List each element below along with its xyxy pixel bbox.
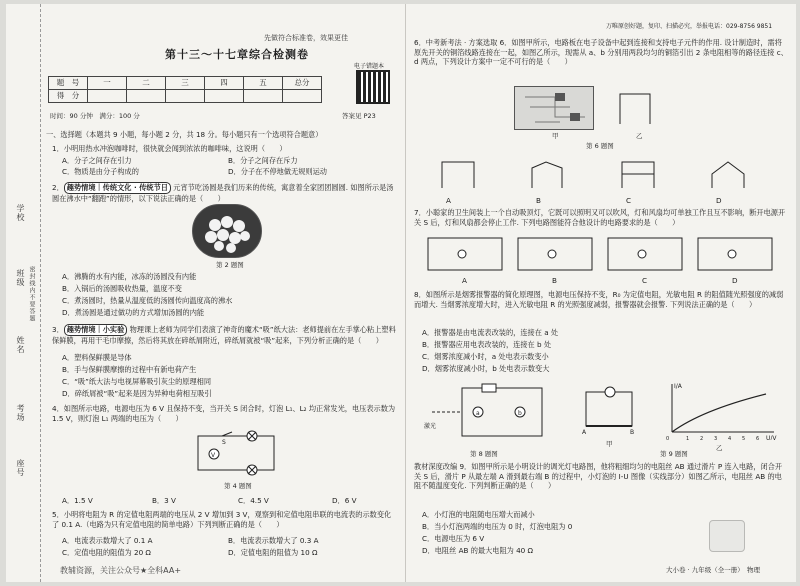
graph-u-label: U/V (766, 435, 777, 440)
q2-option-d[interactable]: D．煮汤圆是通过做功的方式增加汤圆的内能 (62, 308, 205, 317)
q6-option-a[interactable]: A (446, 196, 451, 205)
q7-stem: 7．小聪家的卫生间装上一个自动吸顶灯，它既可以照明又可以吹风，灯和风扇均可单独工作且互不影响，断开电源开关 S 后，灯和风扇都会停止工作. 下列电路图能符合他设计的电路要求的是（ ） (414, 208, 786, 227)
q5-stem: 5．小明将电阻为 R 的定值电阻两端的电压从 2 V 增加到 3 V，观察到和定值电阻串联的电流表的示数变化了 0.1 A.（电路为只有定值电阻的简单电路）下列判断正确的是（ ） (52, 510, 392, 529)
score-head-5: 五 (244, 77, 283, 90)
q9-iu-graph (662, 380, 782, 440)
score-head-6: 总分 (283, 77, 322, 90)
q2-option-c[interactable]: C．煮汤圆时，热量从温度低的汤圆传向温度高的沸水 (62, 296, 233, 305)
q6-trace-diagram (610, 86, 660, 128)
circuit-board-photo (514, 86, 594, 130)
score-cell[interactable] (244, 90, 283, 103)
score-head-0: 题 号 (49, 77, 88, 90)
q3-option-d[interactable]: D．碎纸屑被“吸”起来是因为异种电荷相互吸引 (62, 389, 212, 398)
chat-bubble-icon[interactable] (709, 520, 745, 552)
graph-tick-3: 3 (714, 436, 718, 440)
circuit-board-icon (515, 87, 593, 129)
q6-option-b[interactable]: B (536, 196, 541, 205)
publisher-line: 万唯原创好题，复印、扫描必究，举报电话：029-8756 9851 (606, 23, 773, 30)
q5-option-d[interactable]: D．定值电阻的阻值为 10 Ω (228, 548, 318, 557)
score-head-2: 二 (127, 77, 166, 90)
svg-text:B: B (630, 429, 635, 434)
q3-tag: 趣势情境｜小实验 (64, 324, 128, 336)
margin-seal-note: 密封线内不要答题 (28, 266, 35, 322)
q2-block: 2． 趣势情境｜传统文化 · 传统节日 元宵节吃汤圆是我们历来的传统，寓意着全家团团圆圆. 如图所示是汤圆在沸水中“翻跑”的情形，以下说法正确的是（ ） (52, 183, 394, 203)
graph-tick-4: 4 (728, 436, 732, 440)
qr-code-icon[interactable] (356, 70, 390, 104)
q7-option-c[interactable]: C (642, 276, 648, 285)
svg-text:b: b (518, 410, 522, 417)
svg-text:S: S (222, 439, 226, 446)
q7-option-d[interactable]: D (732, 276, 738, 285)
margin-label-school: 学校 (16, 204, 25, 222)
q2-tag: 趣势情境｜传统文化 · 传统节日 (64, 182, 171, 194)
q9-sub-jia: 甲 (606, 440, 613, 448)
q9-fig-caption: 第 9 题图 (660, 450, 688, 458)
q1-stem: 1．小明用热水冲泡咖啡时，很快就会闻到浓浓的咖啡味，这说明（ ） (52, 144, 287, 153)
q2-option-a[interactable]: A．沸腾的水有内能，冰冻的汤圆没有内能 (62, 272, 197, 281)
q8-smoke-alarm-diagram (422, 382, 552, 444)
q7-option-b[interactable]: B (552, 276, 557, 285)
q7-circuit-options (422, 234, 778, 276)
score-cell[interactable] (166, 90, 205, 103)
q8-option-b[interactable]: B．报警器应用电表改装的，连接在 b 处 (422, 340, 552, 349)
q2-fig-caption: 第 2 题图 (216, 261, 244, 269)
q1-option-a[interactable]: A．分子之间存在引力 (62, 156, 132, 165)
q8-option-d[interactable]: D．烟雾浓度减小时，b 处电表示数变大 (422, 364, 550, 373)
q9-option-b[interactable]: B．当小灯泡两端的电压为 0 时，灯泡电阻为 0 (422, 522, 573, 531)
score-cell[interactable] (127, 90, 166, 103)
q4-option-c[interactable]: C．4.5 V (238, 496, 269, 505)
q8-option-c[interactable]: C．烟雾浓度减小时，a 处电表示数变小 (422, 352, 549, 361)
margin-label-class: 班级 (16, 269, 25, 287)
score-cell[interactable] (205, 90, 244, 103)
q1-option-b[interactable]: B．分子之间存在斥力 (228, 156, 298, 165)
q6-stem: 6．如图甲所示，电路板在电子设备中起到连接和支持电子元件的作用. 设计制造时，需将原先开关的铜箔线路连接在一起，如图乙所示，现需从 a、b 分别用两段均匀的铜箔引出 2 条电阻相等的路径连接 c、d 两点，下列设计方案中一定不可行的是（ ） (414, 38, 788, 67)
q4-option-a[interactable]: A．1.5 V (62, 496, 93, 505)
q9-option-c[interactable]: C．电源电压为 6 V (422, 534, 485, 543)
q9-stem: 9．如图甲所示是小明设计的调光灯电路图，他将粗细均匀的电阻丝 AB 通过滑片 P 连入电路，闭合开关 S 后，滑片 P 从最左端 A 滑到最右端 B 的过程中，小灯泡的 I-U 图像（实线部分）如图乙所示，电阻丝 AB 的电阻不随温度变化. 下列判断正确的是（ ） (414, 462, 783, 491)
q6-option-c[interactable]: C (626, 196, 632, 205)
score-table (48, 76, 322, 103)
score-cell[interactable] (88, 90, 127, 103)
svg-text:V: V (211, 452, 216, 459)
q6-label-yi: 乙 (636, 132, 643, 140)
graph-tick-1: 1 (686, 436, 690, 440)
q5-option-b[interactable]: B．电流表示数增大了 0.3 A (228, 536, 319, 545)
margin-label-room: 考场 (16, 404, 25, 422)
q3-option-b[interactable]: B．手与保鲜膜摩擦的过程中有新电荷产生 (62, 365, 197, 374)
graph-tick-5: 5 (742, 436, 746, 440)
laser-label: 激光 (424, 423, 437, 430)
q3-option-a[interactable]: A．塑料保鲜膜是导体 (62, 353, 132, 362)
q5-option-a[interactable]: A．电流表示数增大了 0.1 A (62, 536, 153, 545)
q9-block (414, 462, 788, 491)
score-head-1: 一 (88, 77, 127, 90)
footer-left: 教辅资源，关注公众号★全科AA+ (60, 566, 182, 575)
svg-text:A: A (582, 429, 587, 434)
q4-circuit-diagram (192, 430, 282, 478)
page-title: 第十三～十七章综合检测卷 (165, 48, 309, 61)
graph-tick-2: 2 (700, 436, 704, 440)
q7-option-a[interactable]: A (462, 276, 467, 285)
score-head-3: 三 (166, 77, 205, 90)
score-cell[interactable] (283, 90, 322, 103)
q6-option-d[interactable]: D (716, 196, 722, 205)
q9-circuit-jia (580, 384, 640, 434)
q9-option-a[interactable]: A．小灯泡的电阻随电压增大而减小 (422, 510, 535, 519)
margin-label-seat: 座号 (16, 459, 25, 477)
page-seam (405, 4, 406, 582)
seal-margin (6, 4, 41, 582)
q3-block: 3． 趣势情境｜小实验 物理课上老师为同学们表演了神奇的魔术“吸”纸大法：老师提前在左手掌心粘上塑料保鲜膜，再用干毛巾摩擦，然后将其放在碎纸屑附近，碎纸屑就被“吸”起来，下列分析正确的是（ ） (52, 325, 396, 345)
q1-option-d[interactable]: D．分子在不停地做无规则运动 (228, 167, 327, 176)
score-row-label: 得 分 (49, 90, 88, 103)
q8-fig-caption: 第 8 题图 (470, 450, 498, 458)
tangyuan-photo (192, 204, 262, 258)
slogan: 先做符合标准卷，效果更佳 (264, 34, 348, 42)
tangyuan-dumplings-icon (193, 205, 261, 257)
q6-tag: 中考新考法 · 方案选取 (425, 38, 498, 47)
q9-tag: 教材深度改编 (414, 462, 458, 471)
q4-option-b[interactable]: B．3 V (152, 496, 176, 505)
q2-stem: 元宵节吃汤圆是我们历来的传统，寓意着全家团团圆圆. 如图所示是汤圆在沸水中“翻跑”的情形，以下说法正确的是（ ） (52, 183, 394, 203)
q3-stem: 物理课上老师为同学们表演了神奇的魔术“吸”纸大法：老师提前在左手掌心粘上塑料保鲜膜，再用干毛巾摩擦，然后将其放在碎纸屑附近，碎纸屑就被“吸”起来，下列分析正确的是（ ） (52, 325, 396, 345)
q5-option-c[interactable]: C．定值电阻的阻值为 20 Ω (62, 548, 151, 557)
graph-tick-6: 6 (756, 436, 760, 440)
margin-label-name: 姓名 (16, 336, 25, 354)
answers-ref: 答案见 P23 (342, 112, 376, 120)
score-head-4: 四 (205, 77, 244, 90)
footer-right: 大小卷 · 九年级（全一册） 物理 (666, 566, 760, 574)
q4-stem: 4．如图所示电路，电源电压为 6 V 且保持不变，当开关 S 闭合时，灯泡 L₁、L₂ 均正常发光，电压表示数为 1.5 V，则灯泡 L₁ 两端的电压为（ ） (52, 404, 396, 423)
svg-text:a: a (476, 410, 480, 417)
q8-option-a[interactable]: A．报警器是由电流表改装的，连接在 a 处 (422, 328, 559, 337)
q9-option-d[interactable]: D．电阻丝 AB 的最大电阻为 40 Ω (422, 546, 534, 555)
graph-i-label: I/A (674, 383, 682, 390)
q8-stem: 8．如图所示是烟雾报警器的简化原理图，电源电压保持不变，R₀ 为定值电阻，光敏电阻 R 的阻值随光照强度的减弱而增大. 当烟雾浓度增大时，进入光敏电阻 R 的光照强度减弱，报警器就会报警. 下列说法正确的是（ ） (414, 290, 784, 309)
q3-option-c[interactable]: C．“吸”纸大法与电视屏幕吸引灰尘的原理相同 (62, 377, 212, 386)
time-info: 时间：90 分钟 满分：100 分 (50, 112, 140, 120)
q6-block: 6．中考新考法 · 方案选取 6．如图甲所示，电路板在电子设备中起到连接和支持电子元件的作用. 设计制造时，需将原先开关的铜箔线路连接在一起，如图乙所示，现需从 a、b 分别用两段均匀的铜箔引出 2 条电阻相等的路径连接 c、d 两点，下列设计方案中一定不可行的是（ ） (414, 38, 788, 67)
q4-option-d[interactable]: D．6 V (332, 496, 357, 505)
graph-tick-0: 0 (666, 436, 670, 440)
q6-label-jia: 甲 (552, 132, 559, 140)
exam-page (6, 4, 796, 582)
section-heading: 一、选择题（本题共 9 小题，每小题 2 分，共 18 分。每小题只有一个选项符合题意） (46, 130, 323, 139)
q9-sub-yi: 乙 (716, 444, 723, 452)
q6-options-diagrams (422, 154, 762, 194)
q6-fig-caption: 第 6 题图 (586, 142, 614, 150)
q2-option-b[interactable]: B．入锅后的汤圆吸收热量，温度不变 (62, 284, 182, 293)
qr-label: 电子错题本 (354, 63, 385, 70)
q4-fig-caption: 第 4 题图 (224, 482, 252, 490)
q1-option-c[interactable]: C．物质是由分子构成的 (62, 167, 139, 176)
